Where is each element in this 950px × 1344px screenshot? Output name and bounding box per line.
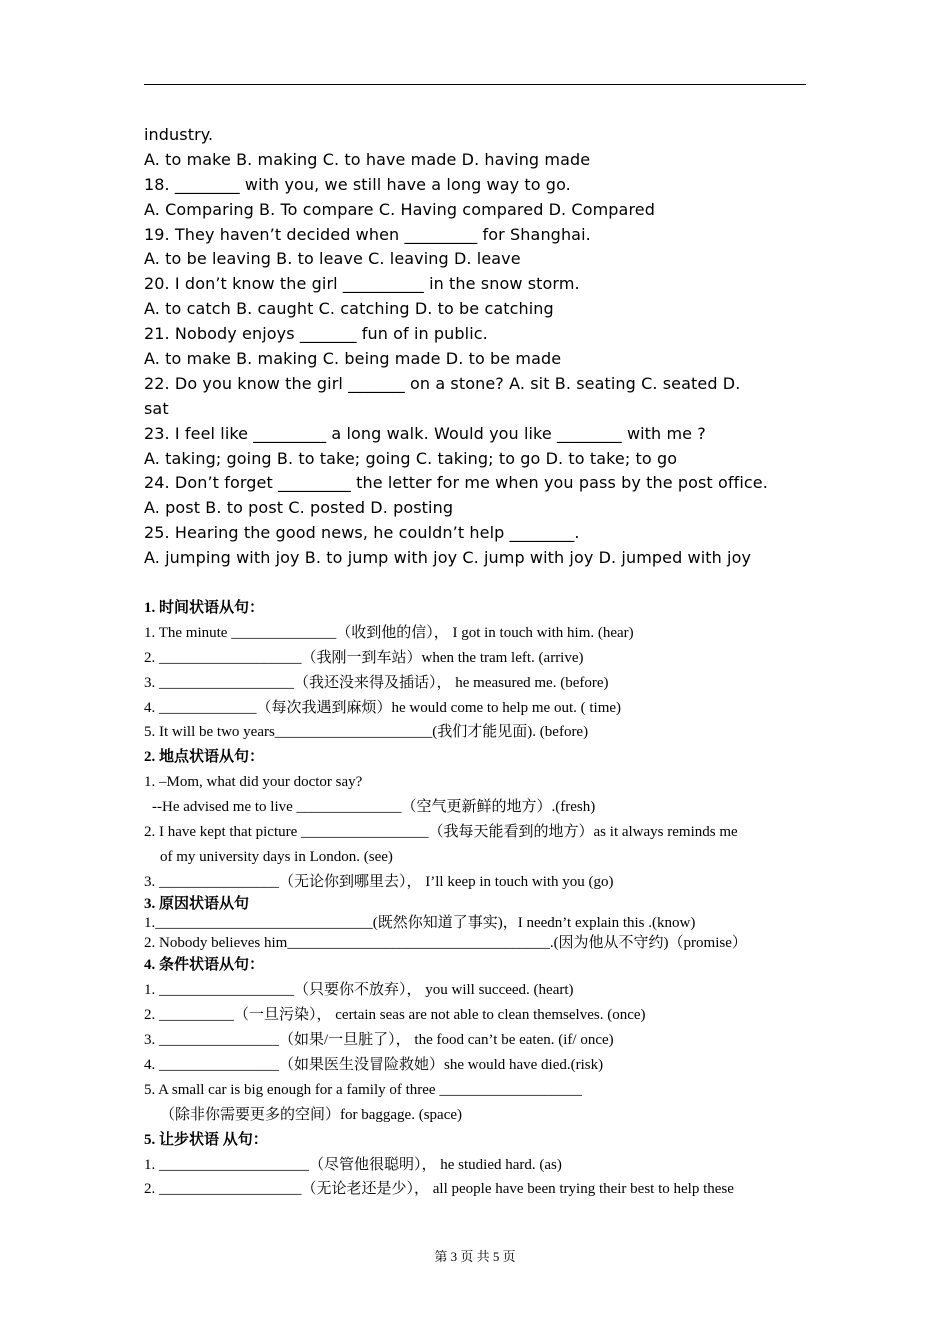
- section-heading: 5. 让步状语 从句：: [144, 1131, 268, 1148]
- exercise-line: 4. _____________（每次我遇到麻烦）he would come to help me out. ( time): [144, 699, 622, 716]
- exercise-line: 1._____________________________(既然你知道了事实)，I needn’t explain this .(know): [144, 915, 696, 932]
- exercise-line: 3. __________________（我还没来得及插话）， he measured me. (before): [144, 674, 609, 691]
- options-line: A. Comparing B. To compare C. Having compared D. Compared: [144, 199, 655, 219]
- exercise-line: of my university days in London. (see): [160, 848, 393, 865]
- question-line: 18. ________ with you, we still have a long way to go.: [144, 174, 571, 194]
- question-line: 24. Don’t forget _________ the letter for me when you pass by the post office.: [144, 473, 768, 493]
- exercise-line: 5. It will be two years_____________________(我们才能见面). (before): [144, 724, 589, 741]
- options-line: A. to make B. making C. to have made D. having made: [144, 149, 591, 169]
- header-rule: [144, 84, 806, 85]
- section-heading: 2. 地点状语从句：: [144, 749, 265, 766]
- options-line: A. post B. to post C. posted D. posting: [144, 498, 454, 518]
- clause-exercise-section: [144, 596, 824, 1202]
- exercise-line: 2. __________（一旦污染）， certain seas are not able to clean themselves. (once): [144, 1007, 646, 1024]
- exercise-line: 1. –Mom, what did your doctor say?: [144, 774, 363, 791]
- options-line: A. jumping with joy B. to jump with joy C. jump with joy D. jumped with joy: [144, 548, 752, 568]
- exercise-line: （除非你需要更多的空间）for baggage. (space): [160, 1106, 463, 1123]
- exercise-line: 1. ____________________（尽管他很聪明）， he studied hard. (as): [144, 1156, 562, 1173]
- options-line: A. to catch B. caught C. catching D. to be catching: [144, 299, 554, 319]
- exercise-line: 2. I have kept that picture _________________（我每天能看到的地方）as it always reminds me: [144, 824, 738, 841]
- question-line: 21. Nobody enjoys _______ fun of in public.: [144, 324, 488, 344]
- exercise-line: 1. __________________（只要你不放弃）， you will succeed. (heart): [144, 982, 574, 999]
- question-line: industry.: [144, 125, 214, 144]
- exercise-line: 3. ________________（无论你到哪里去）， I’ll keep in touch with you (go): [144, 873, 614, 890]
- question-line: 22. Do you know the girl _______ on a stone? A. sit B. seating C. seated D.: [144, 373, 741, 393]
- exercise-line: --He advised me to live ______________（空气更新鲜的地方）.(fresh): [152, 799, 596, 816]
- exercise-line: 1. The minute ______________（收到他的信）， I got in touch with him. (hear): [144, 624, 634, 641]
- question-line: 20. I don’t know the girl __________ in the snow storm.: [144, 274, 580, 294]
- page-footer: 第 3 页 共 5 页: [434, 1249, 516, 1264]
- question-line: 25. Hearing the good news, he couldn’t help ________.: [144, 523, 580, 543]
- options-line: A. taking; going B. to take; going C. taking; to go D. to take; to go: [144, 448, 678, 468]
- options-line: sat: [144, 398, 169, 418]
- options-line: A. to make B. making C. being made D. to be made: [144, 349, 562, 369]
- options-line: A. to be leaving B. to leave C. leaving D. leave: [144, 249, 521, 269]
- section-heading: 1. 时间状语从句：: [144, 600, 265, 616]
- question-line: 23. I feel like _________ a long walk. Would you like ________ with me ?: [144, 423, 706, 443]
- exercise-line: 2. ___________________（我刚一到车站）when the tram left. (arrive): [144, 649, 584, 666]
- section-heading: 3. 原因状语从句: [144, 895, 250, 912]
- exercise-line: 4. ________________（如果医生没冒险救她）she would have died.(risk): [144, 1057, 604, 1074]
- multiple-choice-section: [144, 123, 806, 571]
- question-line: 19. They haven’t decided when _________ for Shanghai.: [144, 224, 591, 244]
- exercise-line: 5. A small car is big enough for a family of three ___________________: [144, 1081, 582, 1098]
- exercise-line: 2. ___________________（无论老还是少）， all people have been trying their best to help these: [144, 1181, 734, 1198]
- section-heading: 4. 条件状语从句：: [144, 957, 265, 974]
- exercise-line: 2. Nobody believes him___________________________________.(因为他从不守约)（promise）: [144, 934, 747, 951]
- exercise-line: 3. ________________（如果/一旦脏了）， the food can’t be eaten. (if/ once): [144, 1032, 614, 1049]
